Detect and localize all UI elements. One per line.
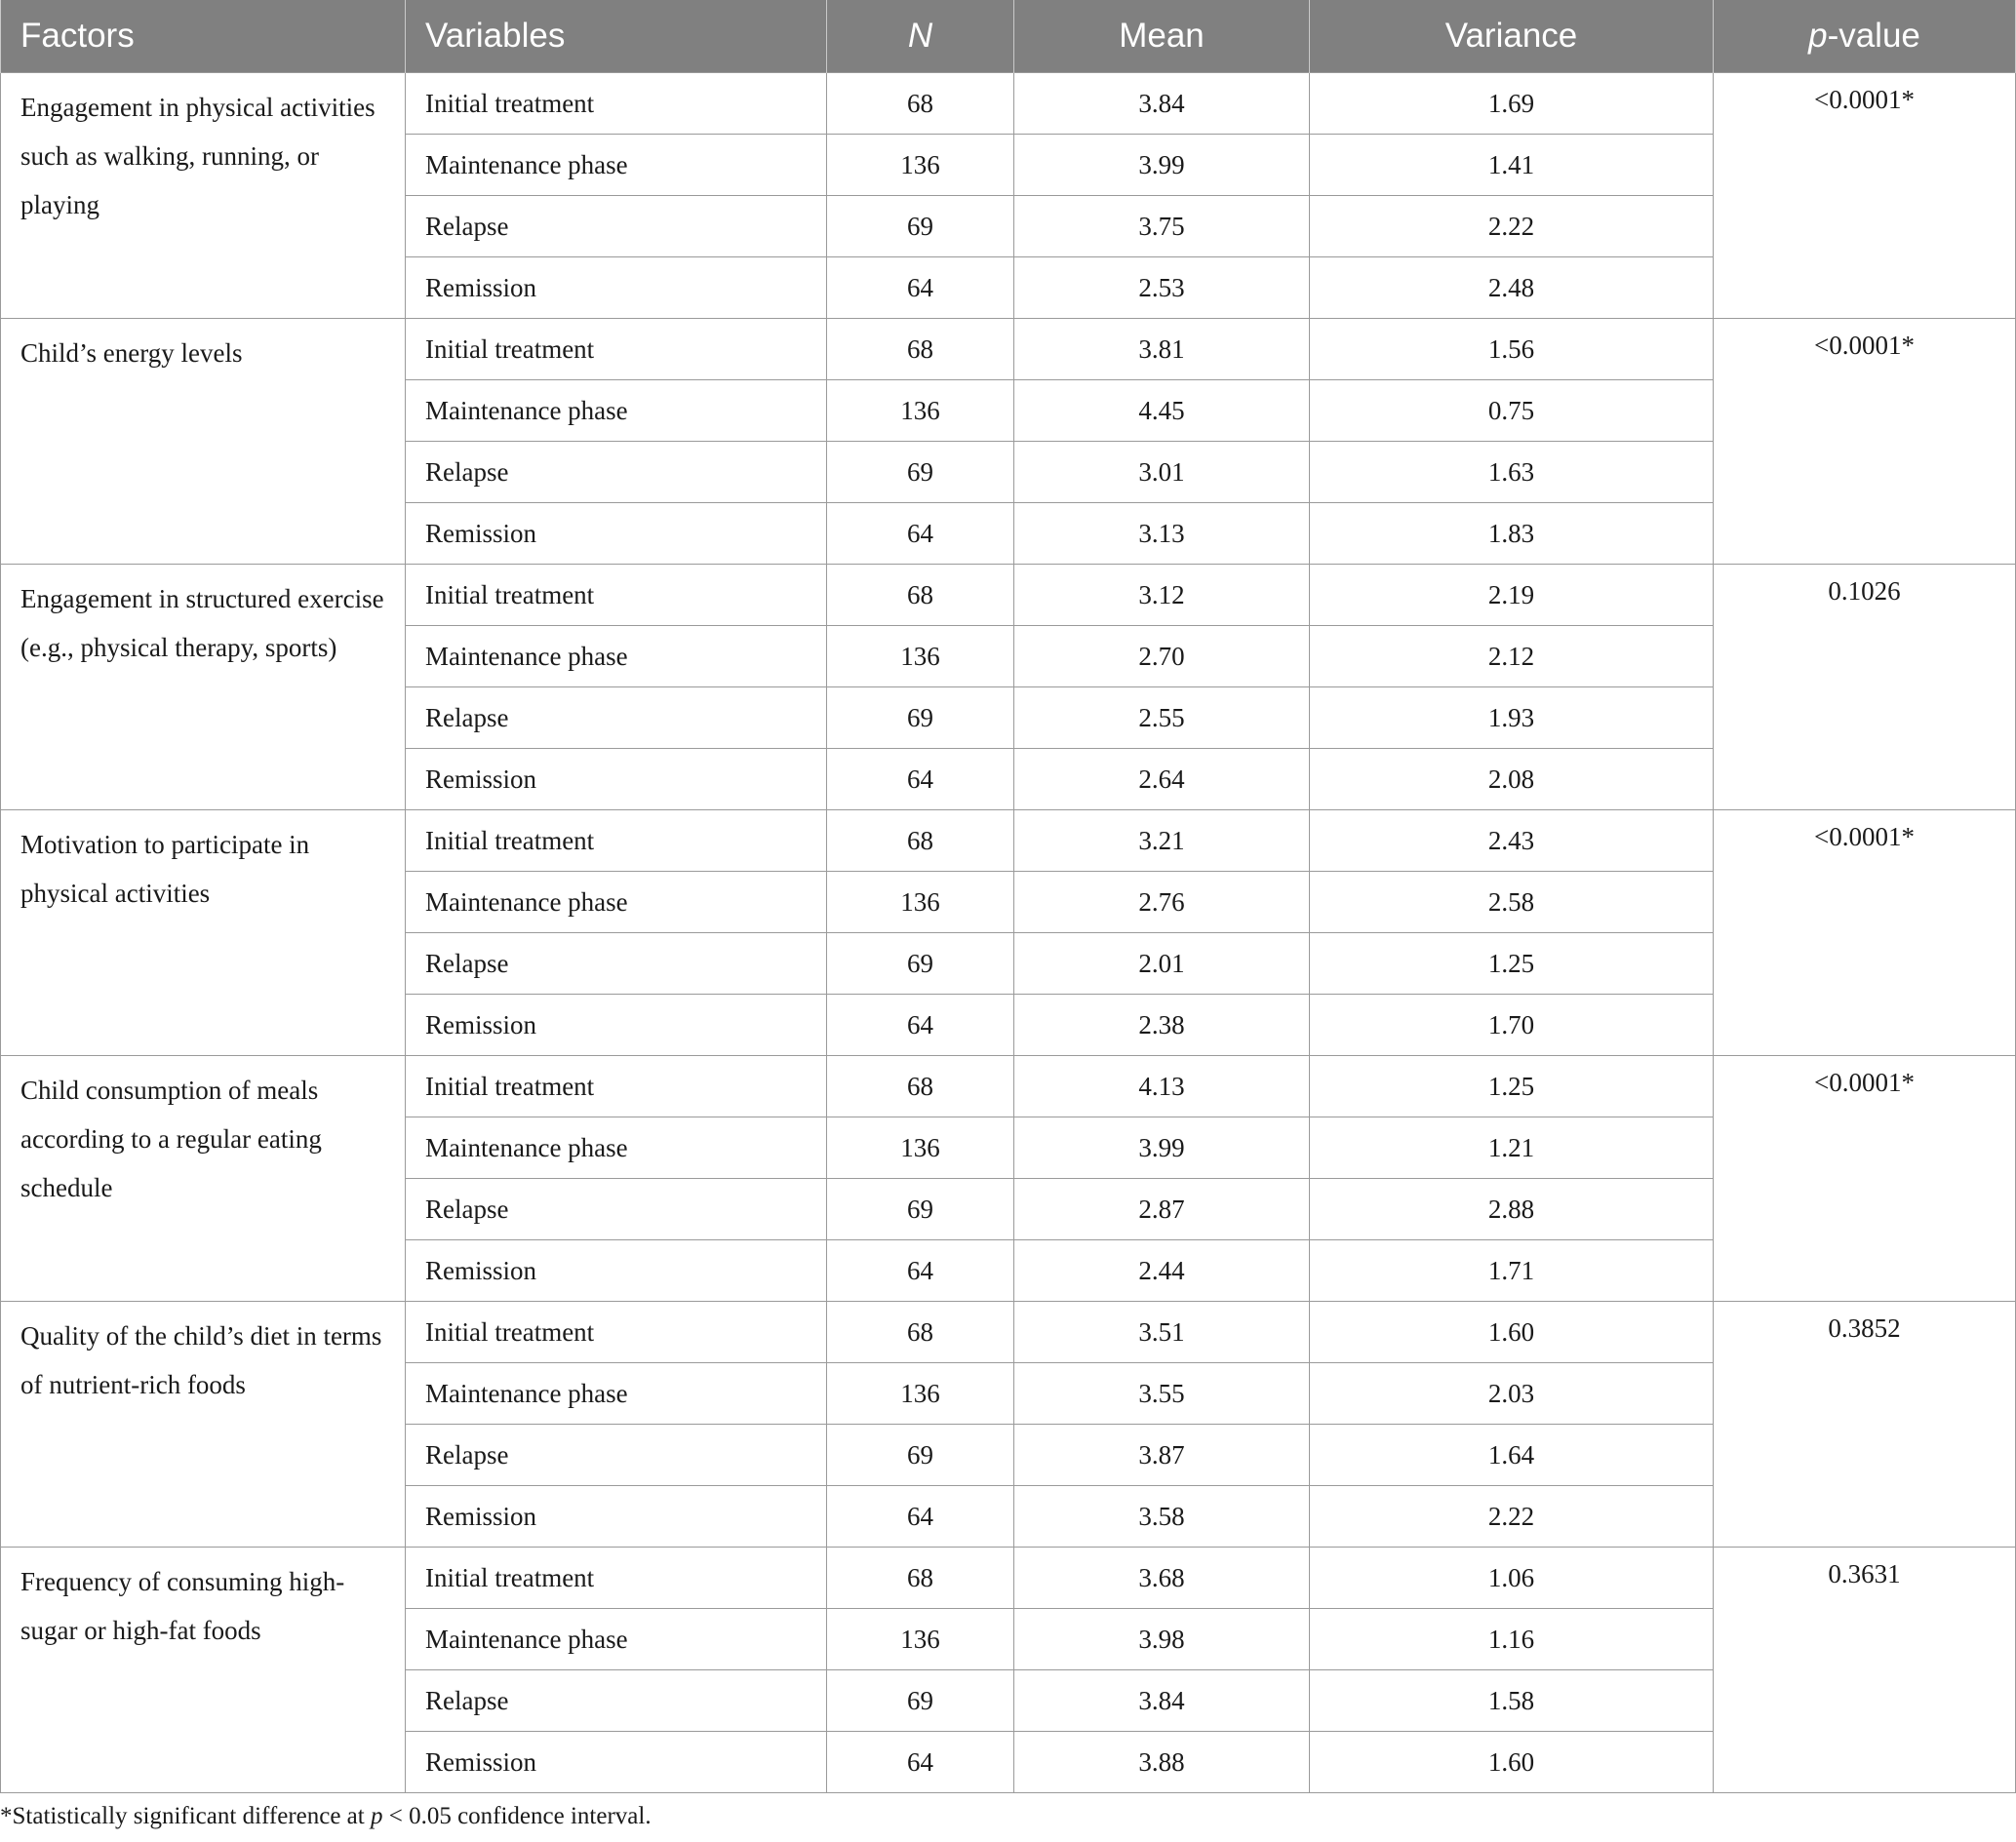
variable-cell: Maintenance phase <box>406 626 827 687</box>
mean-cell: 3.75 <box>1014 196 1310 257</box>
n-cell: 68 <box>827 1302 1014 1363</box>
mean-cell: 2.01 <box>1014 933 1310 995</box>
variance-cell: 1.06 <box>1310 1548 1714 1609</box>
mean-cell: 2.38 <box>1014 995 1310 1056</box>
n-cell: 68 <box>827 73 1014 135</box>
variable-cell: Remission <box>406 1240 827 1302</box>
n-cell: 136 <box>827 626 1014 687</box>
mean-cell: 2.55 <box>1014 687 1310 749</box>
mean-cell: 2.76 <box>1014 872 1310 933</box>
mean-cell: 3.21 <box>1014 810 1310 872</box>
n-cell: 69 <box>827 1670 1014 1732</box>
variance-cell: 1.25 <box>1310 933 1714 995</box>
variance-cell: 1.83 <box>1310 503 1714 565</box>
p-value-cell: <0.0001* <box>1714 1056 2016 1302</box>
n-cell: 68 <box>827 1056 1014 1117</box>
variance-cell: 1.70 <box>1310 995 1714 1056</box>
variable-cell: Relapse <box>406 687 827 749</box>
p-value-cell: 0.3852 <box>1714 1302 2016 1548</box>
table-row <box>1 73 2016 135</box>
footnote-p: p <box>370 1803 383 1829</box>
mean-cell: 3.99 <box>1014 1117 1310 1179</box>
n-cell: 64 <box>827 1486 1014 1548</box>
variance-cell: 2.22 <box>1310 1486 1714 1548</box>
mean-cell: 3.84 <box>1014 73 1310 135</box>
variance-cell: 2.48 <box>1310 257 1714 319</box>
variance-cell: 2.43 <box>1310 810 1714 872</box>
mean-cell: 4.13 <box>1014 1056 1310 1117</box>
factor-cell: Child’s energy levels <box>1 319 406 565</box>
n-cell: 68 <box>827 565 1014 626</box>
table-row <box>1 810 2016 872</box>
variance-cell: 1.63 <box>1310 442 1714 503</box>
n-cell: 136 <box>827 1363 1014 1425</box>
variable-cell: Initial treatment <box>406 810 827 872</box>
variable-cell: Maintenance phase <box>406 1117 827 1179</box>
variance-cell: 2.08 <box>1310 749 1714 810</box>
n-cell: 69 <box>827 1425 1014 1486</box>
header-p-value <box>1714 0 2016 73</box>
n-cell: 64 <box>827 995 1014 1056</box>
variance-cell: 0.75 <box>1310 380 1714 442</box>
mean-cell: 3.13 <box>1014 503 1310 565</box>
n-cell: 64 <box>827 1732 1014 1793</box>
mean-cell: 2.44 <box>1014 1240 1310 1302</box>
mean-cell: 3.88 <box>1014 1732 1310 1793</box>
variable-cell: Maintenance phase <box>406 1609 827 1670</box>
variance-cell: 1.21 <box>1310 1117 1714 1179</box>
table-row <box>1 319 2016 380</box>
table-body <box>1 73 2016 1793</box>
mean-cell: 2.53 <box>1014 257 1310 319</box>
header-p-letter: p <box>1808 17 1828 55</box>
n-cell: 69 <box>827 442 1014 503</box>
n-cell: 64 <box>827 257 1014 319</box>
n-cell: 69 <box>827 196 1014 257</box>
variable-cell: Remission <box>406 1732 827 1793</box>
variance-cell: 1.56 <box>1310 319 1714 380</box>
factor-cell: Motivation to participate in physical activities <box>1 810 406 1056</box>
n-cell: 68 <box>827 1548 1014 1609</box>
factor-cell: Engagement in physical activities such as walking, running, or playing <box>1 73 406 319</box>
p-value-cell: <0.0001* <box>1714 73 2016 319</box>
variance-cell: 1.25 <box>1310 1056 1714 1117</box>
variable-cell: Relapse <box>406 933 827 995</box>
variance-cell: 1.60 <box>1310 1732 1714 1793</box>
variable-cell: Relapse <box>406 1425 827 1486</box>
variance-cell: 1.16 <box>1310 1609 1714 1670</box>
mean-cell: 2.64 <box>1014 749 1310 810</box>
factor-cell: Quality of the child’s diet in terms of nutrient-rich foods <box>1 1302 406 1548</box>
mean-cell: 3.84 <box>1014 1670 1310 1732</box>
variance-cell: 1.71 <box>1310 1240 1714 1302</box>
n-cell: 136 <box>827 380 1014 442</box>
variable-cell: Initial treatment <box>406 565 827 626</box>
variable-cell: Initial treatment <box>406 73 827 135</box>
variance-cell: 1.93 <box>1310 687 1714 749</box>
n-cell: 136 <box>827 135 1014 196</box>
table-row <box>1 1548 2016 1609</box>
table-row <box>1 565 2016 626</box>
n-cell: 64 <box>827 1240 1014 1302</box>
factor-cell: Frequency of consuming high-sugar or high-fat foods <box>1 1548 406 1793</box>
header-variables: Variables <box>406 0 827 73</box>
table-row <box>1 1056 2016 1117</box>
variable-cell: Remission <box>406 257 827 319</box>
n-cell: 68 <box>827 810 1014 872</box>
header-mean: Mean <box>1014 0 1310 73</box>
mean-cell: 3.68 <box>1014 1548 1310 1609</box>
footnote-suffix: < 0.05 confidence interval. <box>382 1803 652 1829</box>
p-value-cell: <0.0001* <box>1714 810 2016 1056</box>
variable-cell: Initial treatment <box>406 319 827 380</box>
variable-cell: Relapse <box>406 1179 827 1240</box>
variable-cell: Remission <box>406 1486 827 1548</box>
mean-cell: 3.12 <box>1014 565 1310 626</box>
mean-cell: 3.98 <box>1014 1609 1310 1670</box>
p-value-cell: 0.3631 <box>1714 1548 2016 1793</box>
variance-cell: 2.12 <box>1310 626 1714 687</box>
mean-cell: 3.81 <box>1014 319 1310 380</box>
mean-cell: 3.51 <box>1014 1302 1310 1363</box>
factor-cell: Engagement in structured exercise (e.g., physical therapy, sports) <box>1 565 406 810</box>
header-variance: Variance <box>1310 0 1714 73</box>
mean-cell: 3.99 <box>1014 135 1310 196</box>
mean-cell: 3.58 <box>1014 1486 1310 1548</box>
p-value-cell: 0.1026 <box>1714 565 2016 810</box>
mean-cell: 3.01 <box>1014 442 1310 503</box>
footnote-prefix: *Statistically significant difference at <box>0 1803 371 1829</box>
factor-cell: Child consumption of meals according to a regular eating schedule <box>1 1056 406 1302</box>
n-cell: 69 <box>827 687 1014 749</box>
n-cell: 69 <box>827 1179 1014 1240</box>
footnote <box>0 1803 652 1830</box>
header-p-suffix: -value <box>1827 17 1920 55</box>
variable-cell: Relapse <box>406 1670 827 1732</box>
n-cell: 68 <box>827 319 1014 380</box>
n-cell: 136 <box>827 1609 1014 1670</box>
variable-cell: Remission <box>406 995 827 1056</box>
variable-cell: Maintenance phase <box>406 1363 827 1425</box>
variance-cell: 1.60 <box>1310 1302 1714 1363</box>
header-n: N <box>827 0 1014 73</box>
n-cell: 64 <box>827 749 1014 810</box>
mean-cell: 2.70 <box>1014 626 1310 687</box>
variable-cell: Relapse <box>406 196 827 257</box>
variable-cell: Maintenance phase <box>406 135 827 196</box>
variance-cell: 1.64 <box>1310 1425 1714 1486</box>
variable-cell: Maintenance phase <box>406 380 827 442</box>
header-row <box>1 0 2016 73</box>
n-cell: 136 <box>827 1117 1014 1179</box>
n-cell: 64 <box>827 503 1014 565</box>
variance-cell: 2.03 <box>1310 1363 1714 1425</box>
variance-cell: 1.41 <box>1310 135 1714 196</box>
variance-cell: 2.19 <box>1310 565 1714 626</box>
variable-cell: Initial treatment <box>406 1302 827 1363</box>
table-row <box>1 1302 2016 1363</box>
variable-cell: Remission <box>406 749 827 810</box>
variance-cell: 1.58 <box>1310 1670 1714 1732</box>
variable-cell: Remission <box>406 503 827 565</box>
mean-cell: 3.55 <box>1014 1363 1310 1425</box>
mean-cell: 4.45 <box>1014 380 1310 442</box>
variance-cell: 2.88 <box>1310 1179 1714 1240</box>
p-value-cell: <0.0001* <box>1714 319 2016 565</box>
variable-cell: Maintenance phase <box>406 872 827 933</box>
n-cell: 69 <box>827 933 1014 995</box>
header-factors: Factors <box>1 0 406 73</box>
n-cell: 136 <box>827 872 1014 933</box>
variable-cell: Initial treatment <box>406 1056 827 1117</box>
variance-cell: 2.58 <box>1310 872 1714 933</box>
variable-cell: Relapse <box>406 442 827 503</box>
mean-cell: 3.87 <box>1014 1425 1310 1486</box>
variance-cell: 2.22 <box>1310 196 1714 257</box>
variance-cell: 1.69 <box>1310 73 1714 135</box>
variable-cell: Initial treatment <box>406 1548 827 1609</box>
mean-cell: 2.87 <box>1014 1179 1310 1240</box>
